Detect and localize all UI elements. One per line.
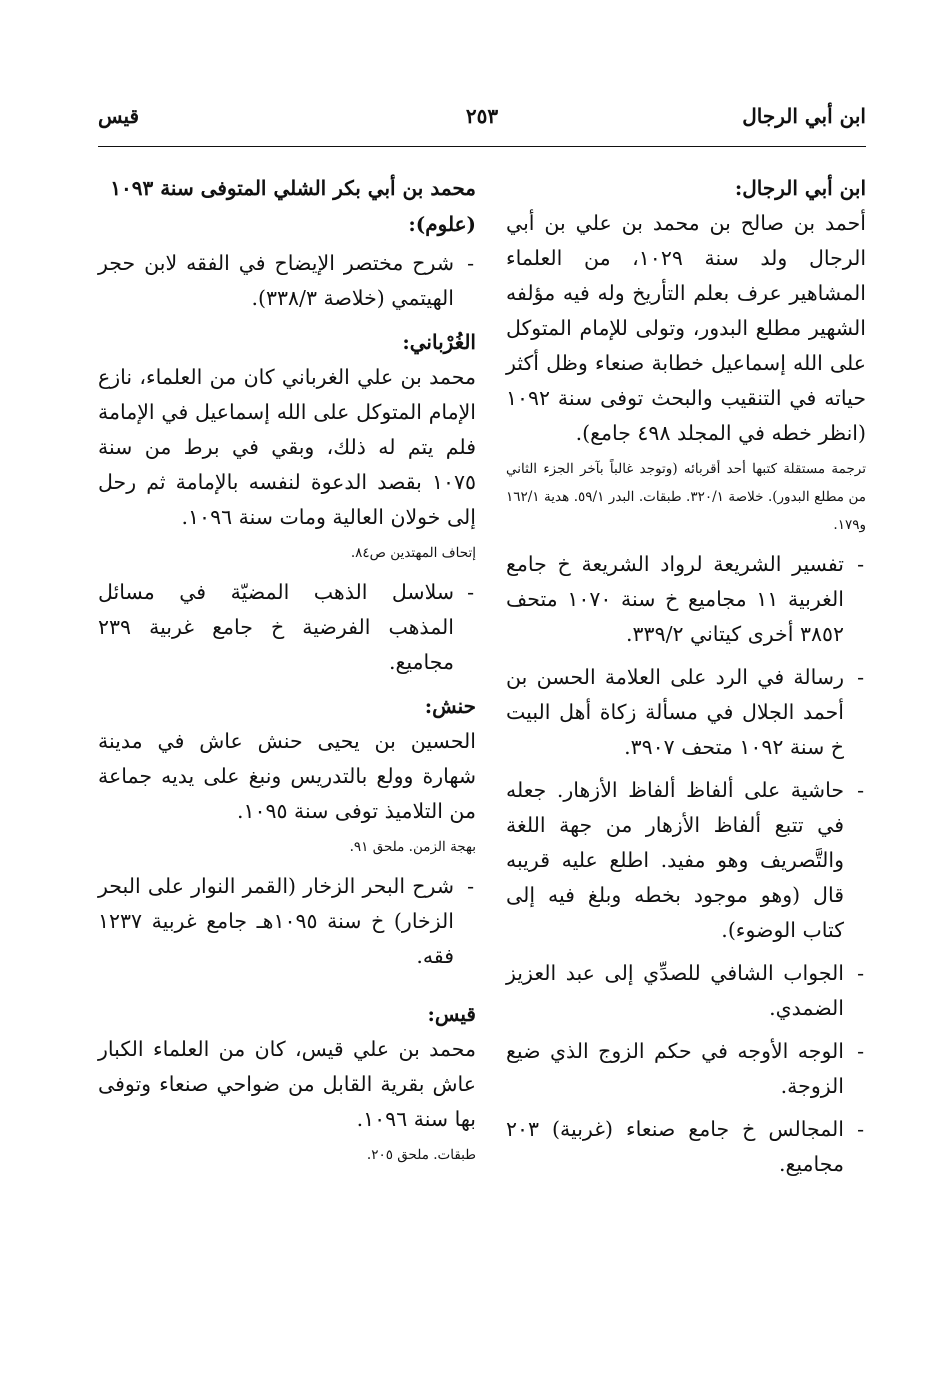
work-item: - المجالس خ جامع صنعاء (غربية) ٢٠٣ مجاميع. bbox=[506, 1112, 866, 1182]
entry-sources: بهجة الزمن. ملحق ٩١. bbox=[349, 839, 476, 855]
entry-sources: ترجمة مستقلة كتبها أحد أقربائه (وتوجد غالباً بآخر الجزء الثاني من مطلع البدور). خلاصة ٣٢٠/١. طبقات. البدر ٥٩/١. هدية ١٦٢/١ و١٧٩. bbox=[506, 461, 867, 533]
entry-heading-ghurbani: الغُرْباني: bbox=[402, 330, 476, 354]
header-section: قيس bbox=[98, 104, 140, 128]
spacer bbox=[98, 982, 476, 996]
running-header bbox=[98, 96, 866, 147]
right-column bbox=[506, 170, 866, 1190]
entry-heading-hanash: حنش: bbox=[424, 694, 476, 718]
work-item: - تفسير الشريعة لرواد الشريعة خ جامع الغربية ١١ مجاميع خ سنة ١٠٧٠ متحف ٣٨٥٢ أخرى كيتاني ٣٣٩/٢. bbox=[506, 547, 866, 652]
entry-heading-shali: محمد بن أبي بكر الشلي المتوفى سنة ١٠٩٣ (علوم): bbox=[110, 176, 476, 236]
entry-heading-ibn-abi-al-rijal: ابن أبي الرجال: bbox=[734, 176, 866, 200]
entry-bio: محمد بن علي الغرباني كان من العلماء، نازع الإمام المتوكل على الله إسماعيل في الإمامة فلم يتم له ذلك، وبقي في برط من سنة ١٠٧٥ بقصد الدعوة لنفسه بالإمامة ثم رحل إلى خولان العالية ومات سنة ١٠٩٦. bbox=[98, 365, 476, 529]
left-column bbox=[98, 170, 476, 1177]
work-item: - الجواب الشافي للصدِّي إلى عبد العزيز الضمدي. bbox=[506, 956, 866, 1026]
work-item: - سلاسل الذهب المضيّة في مسائل المذهب الفرضية خ جامع غربية ٢٣٩ مجاميع. bbox=[98, 575, 476, 680]
entry-bio: أحمد بن صالح بن محمد بن علي بن أبي الرجال ولد سنة ١٠٢٩، من العلماء المشاهير عرف بعلم التأريخ وله فيه مؤلفه الشهير مطلع البدور، وتولى للإمام المتوكل على الله إسماعيل خطابة صنعاء وظل أكثر حياته في التنقيب والبحث توفى سنة ١٠٩٢ (انظر خطه في المجلد ٤٩٨ جامع). bbox=[506, 211, 867, 445]
header-title: ابن أبي الرجال bbox=[742, 104, 866, 128]
entry-bio: الحسين بن يحيى حنش عاش في مدينة شهارة وولع بالتدريس ونبغ على يديه جماعة من التلاميذ توفى سنة ١٠٩٥. bbox=[98, 729, 476, 823]
work-item: - رسالة في الرد على العلامة الحسن بن أحمد الجلال في مسألة زكاة أهل البيت خ سنة ١٠٩٢ متحف ٣٩٠٧. bbox=[506, 660, 866, 765]
entry-sources: طبقات. ملحق ٢٠٥. bbox=[366, 1147, 476, 1163]
work-item: - شرح مختصر الإيضاح في الفقه لابن حجر الهيتمي (خلاصة ٣٣٨/٣). bbox=[98, 246, 476, 316]
page-number: ٢٥٣ bbox=[465, 104, 499, 128]
entry-heading-qays: قيس: bbox=[427, 1002, 476, 1026]
work-item: - حاشية على ألفاظ ألفاظ الأزهار. جعله في تتبع ألفاظ الأزهار من جهة اللغة والتَّصريف وهو مفيد. اطلع عليه قريبه قال (وهو موجود بخطه وبلغ فيه إلى كتاب الوضوء). bbox=[506, 773, 866, 948]
work-item: - الوجه الأوجه في حكم الزوج الذي ضيع الزوجة. bbox=[506, 1034, 866, 1104]
entry-bio: محمد بن علي قيس، كان من العلماء الكبار عاش بقرية القابل من ضواحي صنعاء وتوفى بها سنة ١٠٩٦. bbox=[98, 1037, 476, 1131]
entry-sources: إتحاف المهتدين ص٨٤. bbox=[350, 545, 476, 561]
work-item: - شرح البحر الزخار (القمر النوار على البحر الزخار) خ سنة ١٠٩٥هـ جامع غربية ١٢٣٧ فقه. bbox=[98, 869, 476, 974]
